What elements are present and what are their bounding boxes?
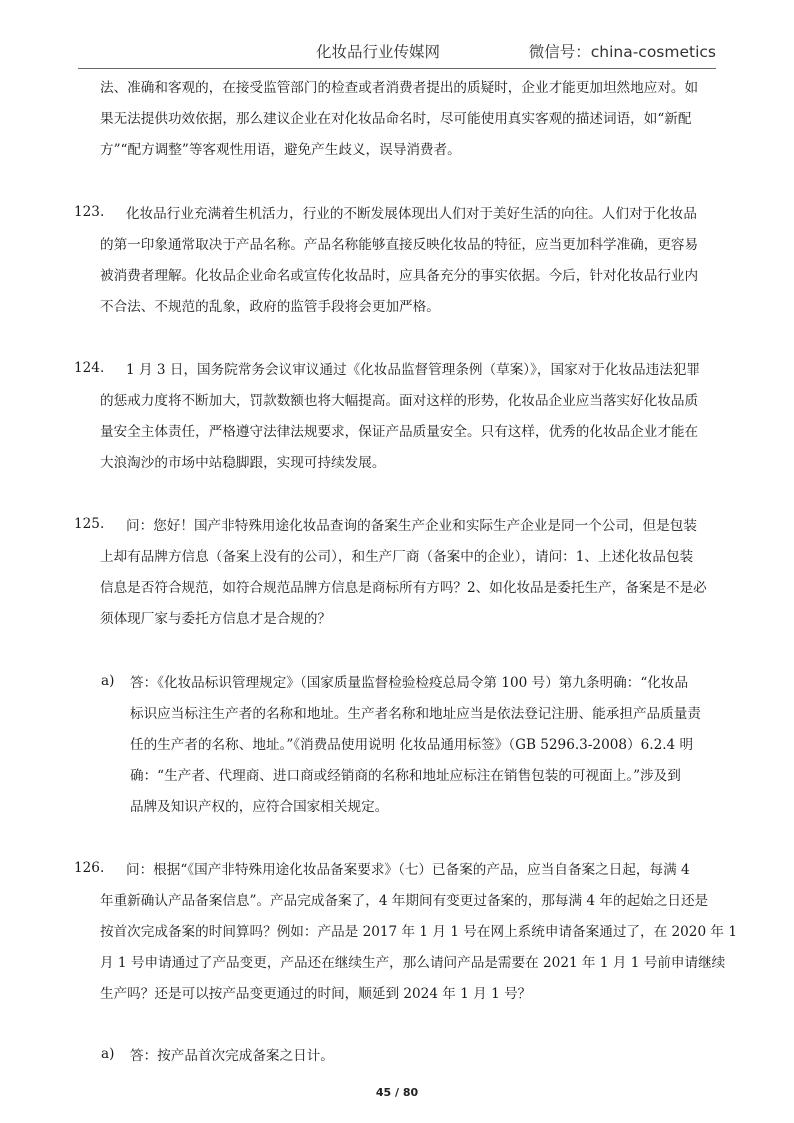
text-line: 生产吗？还是可以按产品变更通过的时间，顺延到 2024 年 1 月 1 号？ [100, 986, 532, 1002]
wechat-id: 微信号：china-cosmetics [528, 43, 716, 61]
text-line: 问：根据“《国产非特殊用途化妆品备案要求》（七）已备案的产品，应当自备案之日起，每满 4 [126, 862, 690, 878]
text-line: 信息是否符合规范，如符合规范品牌方信息是商标所有方吗？2、如化妆品是委托生产，备案是不是必 [100, 580, 707, 596]
text-line: 方”“配方调整”等客观性用语，避免产生歧义，误导消费者。 [100, 142, 461, 158]
site-name: 化妆品行业传媒网 [316, 43, 441, 61]
text-line: 月 1 号申请通过了产品变更，产品还在继续生产，那么请问产品是需要在 2021 年 1 月 1 号前申请继续 [100, 955, 726, 971]
page-header [78, 0, 716, 69]
text-line: 标识应当标注生产者的名称和地址。生产者名称和地址应当是依法登记注册、能承担产品质量责 [130, 706, 701, 722]
text-line: 1 月 3 日，国务院常务会议审议通过《化妆品监督管理条例（草案）》，国家对于化妆品违法犯罪 [126, 362, 701, 378]
text-line: 量安全主体责任，严格遵守法律法规要求，保证产品质量安全。只有这样，优秀的化妆品企业才能在 [100, 424, 699, 440]
answer-marker: a) [101, 1046, 115, 1062]
text-line: 任的生产者的名称、地址。”《消费品使用说明 化妆品通用标签》（GB 5296.3-2008）6.2.4 明 [130, 737, 694, 753]
item-number: 123. [74, 204, 105, 220]
text-line: 化妆品行业充满着生机活力，行业的不断发展体现出人们对于美好生活的向往。人们对于化妆品 [126, 206, 697, 222]
text-line: 的第一印象通常取决于产品名称。产品名称能够直接反映化妆品的特征，应当更加科学准确，更容易 [100, 237, 699, 253]
text-line: 问：您好！国产非特殊用途化妆品查询的备案生产企业和实际生产企业是同一个公司，但是包装 [126, 518, 697, 534]
text-line: 上却有品牌方信息（备案上没有的公司），和生产厂商（备案中的企业），请问：1、上述化妆品包装 [100, 549, 694, 565]
text-line: 答：《化妆品标识管理规定》（国家质量监督检验检疫总局令第 100 号）第九条明确：“化妆品 [130, 675, 689, 691]
text-line: 果无法提供功效依据，那么建议企业在对化妆品命名时，尽可能使用真实客观的描述词语，如“新配 [100, 111, 692, 127]
text-line: 被消费者理解。化妆品企业命名或宣传化妆品时，应具备充分的事实依据。今后，针对化妆品行业内 [100, 268, 699, 284]
item-number: 124. [74, 360, 105, 376]
text-line: 品牌及知识产权的，应符合国家相关规定。 [130, 799, 389, 815]
text-line: 不合法、不规范的乱象，政府的监管手段将会更加严格。 [100, 299, 440, 315]
text-line: 大浪淘沙的市场中站稳脚跟，实现可持续发展。 [100, 455, 386, 471]
text-line: 按首次完成备案的时间算吗？例如：产品是 2017 年 1 月 1 号在网上系统申请备案通过了，在 2020 年 1 [100, 924, 737, 940]
item-number: 126. [74, 860, 105, 876]
answer-marker: a) [101, 673, 115, 689]
text-line: 确：“生产者、代理商、进口商或经销商的名称和地址应标注在销售包装的可视面上。”涉及到 [130, 768, 681, 784]
page-number: 45 / 80 [375, 1086, 419, 1099]
text-line: 法、准确和客观的，在接受监管部门的检查或者消费者提出的质疑时，企业才能更加坦然地应对。如 [100, 80, 699, 96]
text-line: 年重新确认产品备案信息”。产品完成备案了，4 年期间有变更过备案的，那每满 4 年的起始之日还是 [100, 893, 709, 909]
text-line: 须体现厂家与委托方信息才是合规的？ [100, 611, 332, 627]
text-line: 答：按产品首次完成备案之日计。 [130, 1048, 334, 1064]
text-line: 的惩戒力度将不断加大，罚款数额也将大幅提高。面对这样的形势，化妆品企业应当落实好化妆品质 [100, 393, 699, 409]
item-number: 125. [74, 516, 105, 532]
